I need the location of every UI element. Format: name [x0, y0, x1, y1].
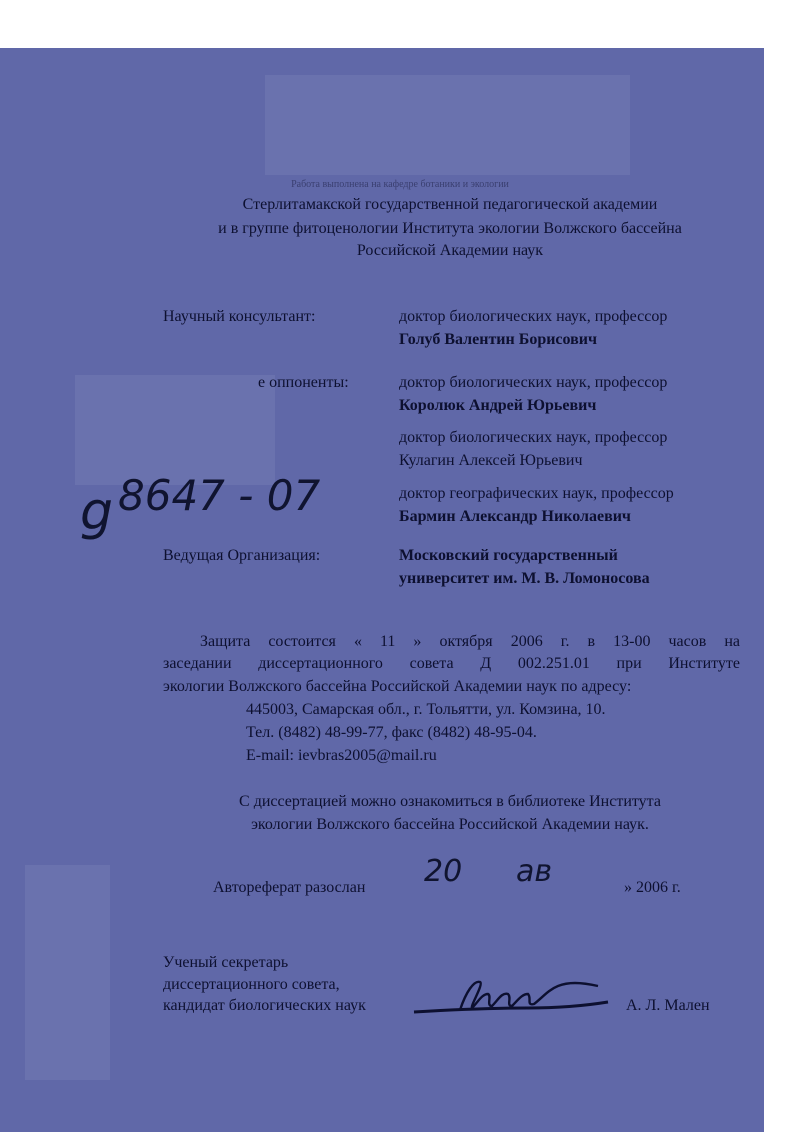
- opponent-3-name: Бармин Александр Николаевич: [399, 508, 631, 525]
- secretary-name: А. Л. Мален: [626, 997, 710, 1014]
- handwritten-code: 8647 - 07: [118, 471, 321, 520]
- library-line-1: С диссертацией можно ознакомиться в библиотеке Института: [239, 793, 661, 810]
- defense-line-1: Защита состоится « 11 » октября 2006 г. в 13-00 часов на: [200, 633, 740, 650]
- handwritten-prefix: g: [80, 482, 114, 542]
- defense-line-2: заседании диссертационного совета Д 002.251.01 при Институте: [163, 655, 740, 672]
- scan-smudge: [265, 75, 630, 175]
- lead-org-label: Ведущая Организация:: [163, 547, 321, 564]
- opponent-2-name: Кулагин Алексей Юрьевич: [399, 452, 583, 469]
- consultant-title: доктор биологических наук, профессор: [399, 308, 668, 325]
- secretary-line-2: диссертационного совета,: [163, 976, 340, 993]
- opponents-label: е оппоненты:: [258, 374, 349, 391]
- header-line-3: Российской Академии наук: [356, 242, 544, 259]
- faded-header-line: Работа выполнена на кафедре ботаники и экологии: [291, 179, 509, 190]
- defense-address: 445003, Самарская обл., г. Тольятти, ул. Комзина, 10.: [246, 701, 606, 718]
- header-line-1: Стерлитамакской государственной педагогической академии: [242, 196, 658, 213]
- defense-line-3: экологии Волжского бассейна Российской Академии наук по адресу:: [163, 678, 632, 695]
- sent-year: » 2006 г.: [624, 879, 681, 896]
- lead-org-line-2: университет им. М. В. Ломоносова: [399, 570, 650, 587]
- handwritten-day: 20: [424, 854, 463, 889]
- header-line-2: и в группе фитоценологии Института экологии Волжского бассейна: [218, 220, 682, 237]
- opponent-1-title: доктор биологических наук, профессор: [399, 374, 668, 391]
- scan-margin: [764, 48, 798, 1132]
- consultant-name: Голуб Валентин Борисович: [399, 331, 598, 348]
- opponent-1-name: Королюк Андрей Юрьевич: [399, 397, 597, 414]
- secretary-line-1: Ученый секретарь: [163, 954, 289, 971]
- opponent-3-title: доктор географических наук, профессор: [399, 485, 674, 502]
- lead-org-line-1: Московский государственный: [399, 547, 618, 564]
- signature-icon: [408, 972, 618, 1022]
- sent-label: Автореферат разослан: [213, 879, 366, 896]
- library-line-2: экологии Волжского бассейна Российской Академии наук.: [251, 816, 649, 833]
- opponent-2-title: доктор биологических наук, профессор: [399, 429, 668, 446]
- consultant-label: Научный консультант:: [163, 308, 316, 325]
- handwritten-month: ав: [516, 854, 553, 889]
- secretary-line-3: кандидат биологических наук: [163, 997, 366, 1014]
- scan-smudge: [25, 865, 110, 1080]
- defense-email: E-mail: ievbras2005@mail.ru: [246, 747, 437, 764]
- defense-phone: Тел. (8482) 48-99-77, факс (8482) 48-95-04.: [246, 724, 537, 741]
